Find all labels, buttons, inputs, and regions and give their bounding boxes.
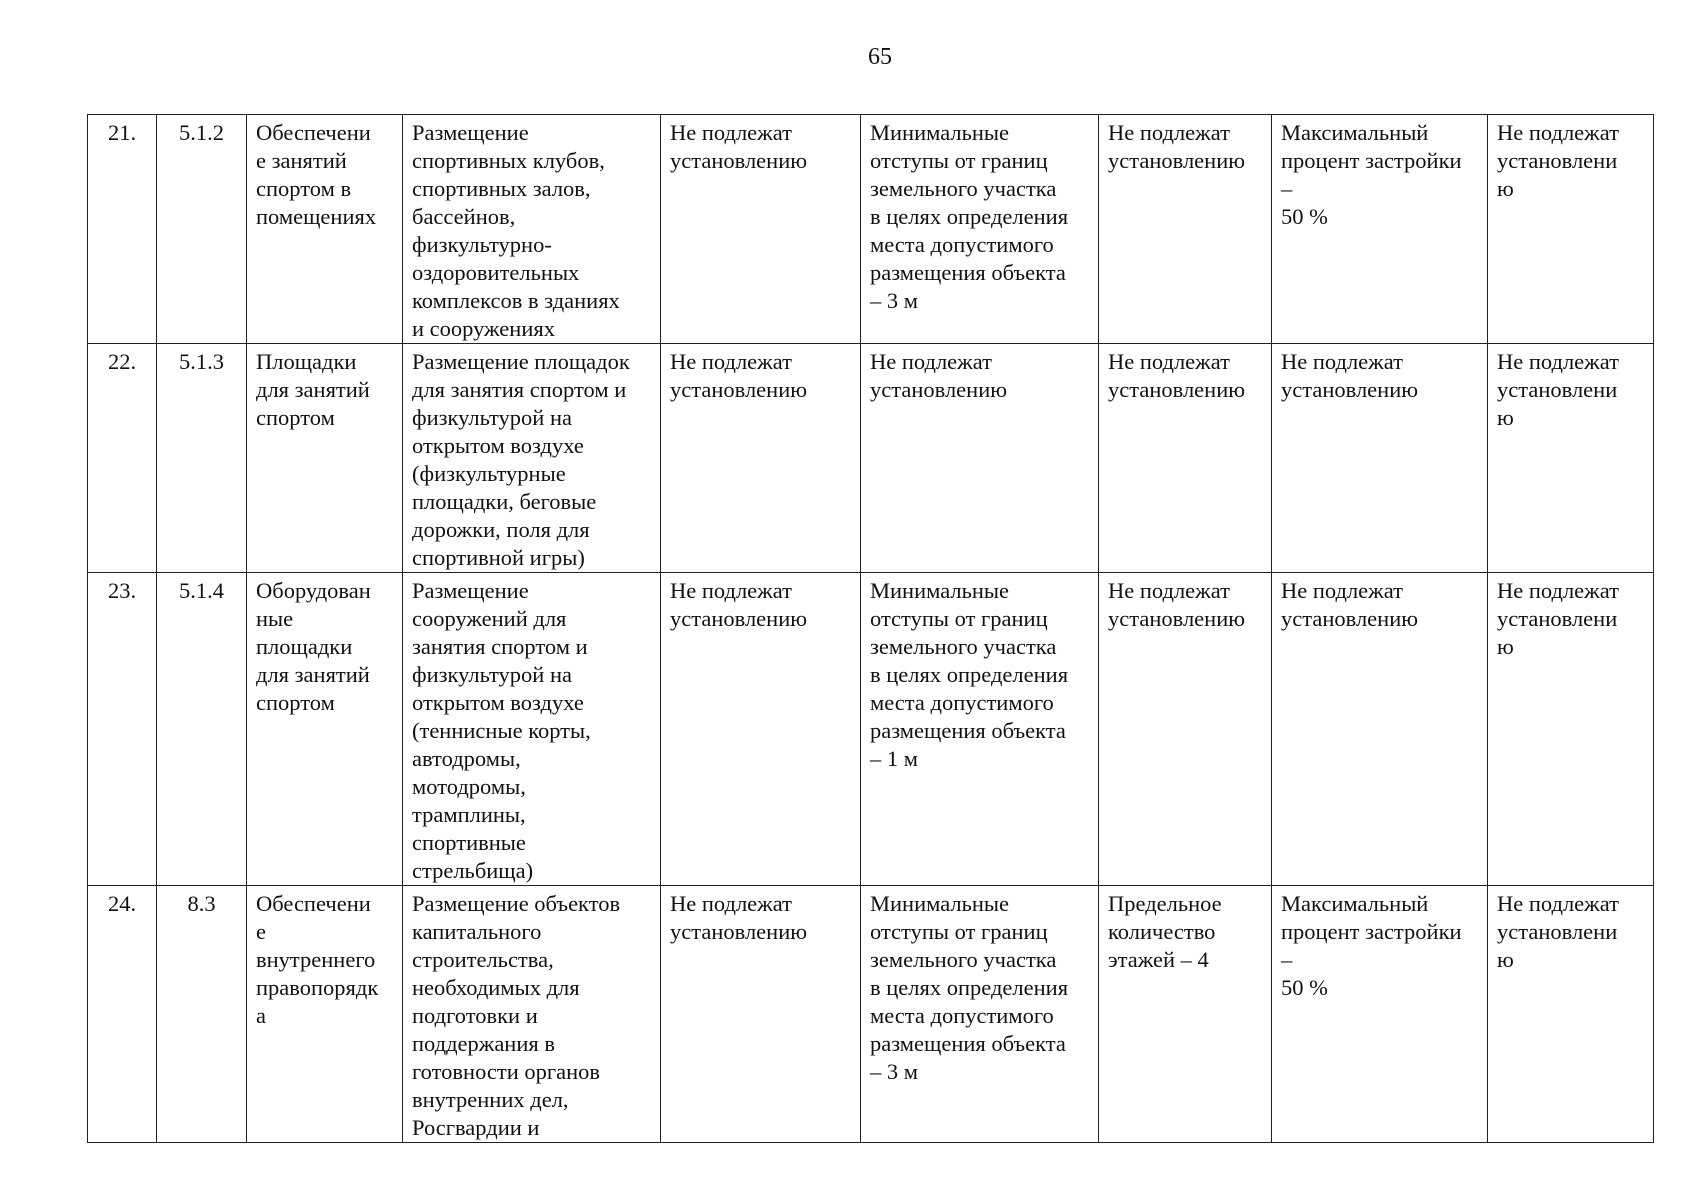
- cell-text-line: комплексов в зданиях: [412, 288, 620, 313]
- param-cell: [661, 573, 861, 886]
- cell-text-line: Минимальные: [870, 120, 1010, 145]
- cell-text-line: земельного участка: [870, 176, 1057, 201]
- cell-text-line: Не подлежат: [1497, 349, 1619, 374]
- cell-text-line: строительства,: [412, 947, 554, 972]
- cell-text-line: размещения объекта: [870, 718, 1066, 743]
- cell-text-line: Минимальные: [870, 891, 1010, 916]
- cell-text-line: мотодромы,: [412, 774, 526, 799]
- cell-text-line: Не подлежат: [1281, 578, 1403, 603]
- cell-text-line: в целях определения: [870, 204, 1069, 229]
- cell-text-line: Размещение: [412, 120, 529, 145]
- table-row: [88, 115, 1654, 344]
- cell-text-line: спортом в: [256, 176, 352, 201]
- row-number-cell: 21.: [88, 115, 157, 344]
- cell-text-line: места допустимого: [870, 232, 1054, 257]
- cell-text-line: ю: [1497, 176, 1514, 201]
- description-cell: [403, 115, 661, 344]
- cell-text-line: бассейнов,: [412, 204, 516, 229]
- cell-text-line: для занятия спортом и: [412, 377, 627, 402]
- cell-text-line: е занятий: [256, 148, 347, 173]
- cell-text-line: установлени: [1497, 377, 1618, 402]
- floors-cell: [1099, 115, 1272, 344]
- cell-text-line: физкультурой на: [412, 662, 572, 687]
- description-cell: [403, 344, 661, 573]
- cell-text-line: площадки, беговые: [412, 489, 597, 514]
- zoning-table: [87, 114, 1654, 1143]
- floors-cell: [1099, 573, 1272, 886]
- cell-text-line: земельного участка: [870, 634, 1057, 659]
- cell-text-line: этажей – 4: [1108, 947, 1209, 972]
- cell-text-line: физкультурой на: [412, 405, 572, 430]
- cell-text-line: сооружений для: [412, 606, 567, 631]
- table-row: [88, 573, 1654, 886]
- param-cell: [661, 886, 861, 1143]
- cell-text-line: (теннисные корты,: [412, 718, 591, 743]
- cell-text-line: готовности органов: [412, 1059, 600, 1084]
- cell-text-line: Росгвардии и: [412, 1115, 540, 1140]
- cell-text-line: процент застройки: [1281, 919, 1462, 944]
- cell-text-line: установлению: [1281, 606, 1419, 631]
- cell-text-line: места допустимого: [870, 690, 1054, 715]
- cell-text-line: оздоровительных: [412, 260, 580, 285]
- page-number: 65: [868, 44, 892, 70]
- land-use-code-cell: 8.3: [157, 886, 247, 1143]
- cell-text-line: места допустимого: [870, 1003, 1054, 1028]
- cell-text-line: е: [256, 919, 266, 944]
- description-cell: [403, 886, 661, 1143]
- cell-text-line: установлению: [1108, 377, 1246, 402]
- coverage-cell: [1272, 344, 1488, 573]
- cell-text-line: необходимых для: [412, 975, 580, 1000]
- land-use-name-cell: [247, 886, 403, 1143]
- cell-text-line: Максимальный: [1281, 120, 1429, 145]
- cell-text-line: стрельбища): [412, 858, 534, 883]
- cell-text-line: установлению: [670, 377, 808, 402]
- cell-text-line: отступы от границ: [870, 919, 1048, 944]
- cell-text-line: установлению: [670, 148, 808, 173]
- cell-text-line: установлени: [1497, 919, 1618, 944]
- cell-text-line: капитального: [412, 919, 542, 944]
- cell-text-line: установлени: [1497, 606, 1618, 631]
- cell-text-line: спортивных клубов,: [412, 148, 605, 173]
- param-cell: [661, 115, 861, 344]
- cell-text-line: дорожки, поля для: [412, 517, 590, 542]
- param-cell: [661, 344, 861, 573]
- cell-text-line: Не подлежат: [670, 349, 792, 374]
- cell-text-line: Не подлежат: [870, 349, 992, 374]
- cell-text-line: отступы от границ: [870, 606, 1048, 631]
- other-param-cell: [1488, 115, 1654, 344]
- cell-text-line: в целях определения: [870, 662, 1069, 687]
- cell-text-line: площадки: [256, 634, 353, 659]
- cell-text-line: Максимальный: [1281, 891, 1429, 916]
- cell-text-line: Не подлежат: [1497, 578, 1619, 603]
- description-cell: [403, 573, 661, 886]
- coverage-cell: [1272, 115, 1488, 344]
- cell-text-line: трамплины,: [412, 802, 526, 827]
- row-number-cell: 23.: [88, 573, 157, 886]
- cell-text-line: Не подлежат: [1108, 349, 1230, 374]
- cell-text-line: Размещение площадок: [412, 349, 630, 374]
- land-use-name-cell: [247, 573, 403, 886]
- cell-text-line: ные: [256, 606, 294, 631]
- cell-text-line: и сооружениях: [412, 316, 555, 341]
- cell-text-line: – 1 м: [870, 746, 918, 771]
- setback-cell: [861, 573, 1099, 886]
- table-row: [88, 344, 1654, 573]
- cell-text-line: Оборудован: [256, 578, 371, 603]
- cell-text-line: внутреннего: [256, 947, 376, 972]
- coverage-cell: [1272, 573, 1488, 886]
- cell-text-line: ю: [1497, 634, 1514, 659]
- cell-text-line: –: [1281, 947, 1293, 972]
- cell-text-line: ю: [1497, 405, 1514, 430]
- cell-text-line: автодромы,: [412, 746, 521, 771]
- cell-text-line: открытом воздухе: [412, 690, 584, 715]
- row-number-cell: 22.: [88, 344, 157, 573]
- floors-cell: [1099, 886, 1272, 1143]
- cell-text-line: для занятий: [256, 377, 370, 402]
- cell-text-line: Не подлежат: [670, 578, 792, 603]
- land-use-code-cell: 5.1.2: [157, 115, 247, 344]
- cell-text-line: земельного участка: [870, 947, 1057, 972]
- cell-text-line: (физкультурные: [412, 461, 566, 486]
- cell-text-line: спортивной игры): [412, 545, 585, 570]
- cell-text-line: Не подлежат: [1497, 891, 1619, 916]
- cell-text-line: для занятий: [256, 662, 370, 687]
- cell-text-line: установлению: [1108, 606, 1246, 631]
- other-param-cell: [1488, 573, 1654, 886]
- other-param-cell: [1488, 344, 1654, 573]
- cell-text-line: размещения объекта: [870, 260, 1066, 285]
- cell-text-line: а: [256, 1003, 266, 1028]
- cell-text-line: Не подлежат: [1108, 120, 1230, 145]
- cell-text-line: открытом воздухе: [412, 433, 584, 458]
- cell-text-line: установлению: [1281, 377, 1419, 402]
- cell-text-line: – 3 м: [870, 288, 918, 313]
- floors-cell: [1099, 344, 1272, 573]
- cell-text-line: занятия спортом и: [412, 634, 588, 659]
- cell-text-line: установлению: [870, 377, 1008, 402]
- setback-cell: [861, 115, 1099, 344]
- cell-text-line: спортом: [256, 690, 335, 715]
- cell-text-line: Минимальные: [870, 578, 1010, 603]
- cell-text-line: Не подлежат: [1281, 349, 1403, 374]
- cell-text-line: отступы от границ: [870, 148, 1048, 173]
- cell-text-line: внутренних дел,: [412, 1087, 569, 1112]
- cell-text-line: Не подлежат: [1497, 120, 1619, 145]
- cell-text-line: установлению: [670, 606, 808, 631]
- cell-text-line: поддержания в: [412, 1031, 555, 1056]
- setback-cell: [861, 344, 1099, 573]
- land-use-code-cell: 5.1.4: [157, 573, 247, 886]
- cell-text-line: ю: [1497, 947, 1514, 972]
- cell-text-line: Обеспечени: [256, 120, 371, 145]
- cell-text-line: 50 %: [1281, 975, 1328, 1000]
- cell-text-line: процент застройки: [1281, 148, 1462, 173]
- land-use-code-cell: 5.1.3: [157, 344, 247, 573]
- cell-text-line: Не подлежат: [1108, 578, 1230, 603]
- cell-text-line: Размещение объектов: [412, 891, 621, 916]
- cell-text-line: Не подлежат: [670, 891, 792, 916]
- cell-text-line: размещения объекта: [870, 1031, 1066, 1056]
- coverage-cell: [1272, 886, 1488, 1143]
- row-number-cell: 24.: [88, 886, 157, 1143]
- cell-text-line: установлению: [1108, 148, 1246, 173]
- land-use-name-cell: [247, 344, 403, 573]
- cell-text-line: в целях определения: [870, 975, 1069, 1000]
- cell-text-line: установлени: [1497, 148, 1618, 173]
- cell-text-line: Не подлежат: [670, 120, 792, 145]
- cell-text-line: спортом: [256, 405, 335, 430]
- cell-text-line: Предельное: [1108, 891, 1222, 916]
- cell-text-line: спортивные: [412, 830, 526, 855]
- setback-cell: [861, 886, 1099, 1143]
- cell-text-line: 50 %: [1281, 204, 1328, 229]
- cell-text-line: Размещение: [412, 578, 529, 603]
- cell-text-line: установлению: [670, 919, 808, 944]
- land-use-name-cell: [247, 115, 403, 344]
- cell-text-line: физкультурно-: [412, 232, 552, 257]
- cell-text-line: Площадки: [256, 349, 357, 374]
- cell-text-line: правопорядк: [256, 975, 379, 1000]
- cell-text-line: помещениях: [256, 204, 377, 229]
- cell-text-line: спортивных залов,: [412, 176, 591, 201]
- cell-text-line: –: [1281, 176, 1293, 201]
- cell-text-line: количество: [1108, 919, 1216, 944]
- table-row: [88, 886, 1654, 1143]
- cell-text-line: – 3 м: [870, 1059, 918, 1084]
- cell-text-line: подготовки и: [412, 1003, 538, 1028]
- cell-text-line: Обеспечени: [256, 891, 371, 916]
- other-param-cell: [1488, 886, 1654, 1143]
